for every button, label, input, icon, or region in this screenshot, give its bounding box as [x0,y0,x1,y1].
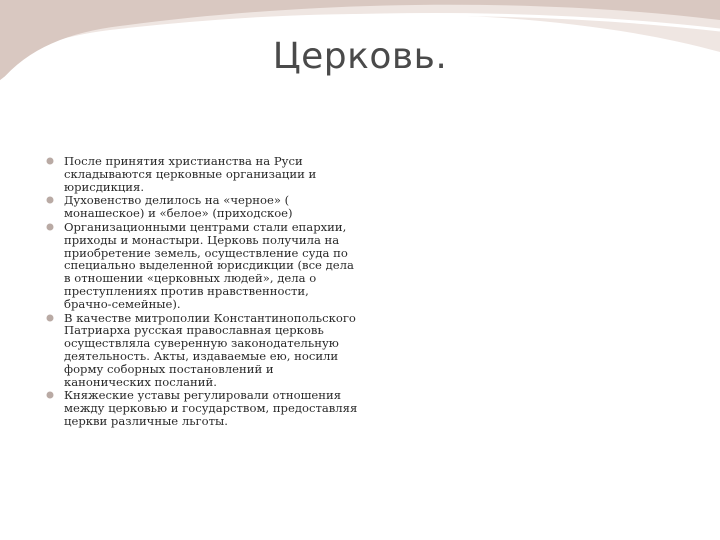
bullet-icon [46,391,54,399]
bullet-text: Духовенство делилось на «черное» ( монашеское) и «белое» (приходское) [64,193,293,221]
bullet-item [40,221,360,311]
bullet-icon [46,157,54,165]
bullet-text: После принятия христианства на Руси складываются церковные организации и юрисдикция. [64,154,317,194]
bullet-item [40,312,360,389]
bullet-list [40,155,360,428]
bullet-icon [46,196,54,204]
bullet-text: В качестве митрополии Константинопольского Патриарха русская православная церковь осуществляла суверенную законодательную деятельность. Акты, издаваемые ею, носили форму соборных постановлений и канонических посланий. [64,310,356,389]
bullet-icon [46,314,54,322]
bullet-icon [46,223,54,231]
bullet-item [40,194,360,220]
bullet-text: Организационными центрами стали епархии, приходы и монастыри. Церковь получила на приобретение земель, осуществление суда по специально выделенной юрисдикции (все дела в отношении «церковных людей», дела о преступлениях против нравственности, брачно-семейные). [64,219,354,311]
bullet-item [40,155,360,193]
bullet-text: Княжеские уставы регулировали отношения между церковью и государством, предоставляя церкви различные льготы. [64,388,358,428]
slide-title: Церковь. [272,36,448,77]
bullet-item [40,389,360,427]
